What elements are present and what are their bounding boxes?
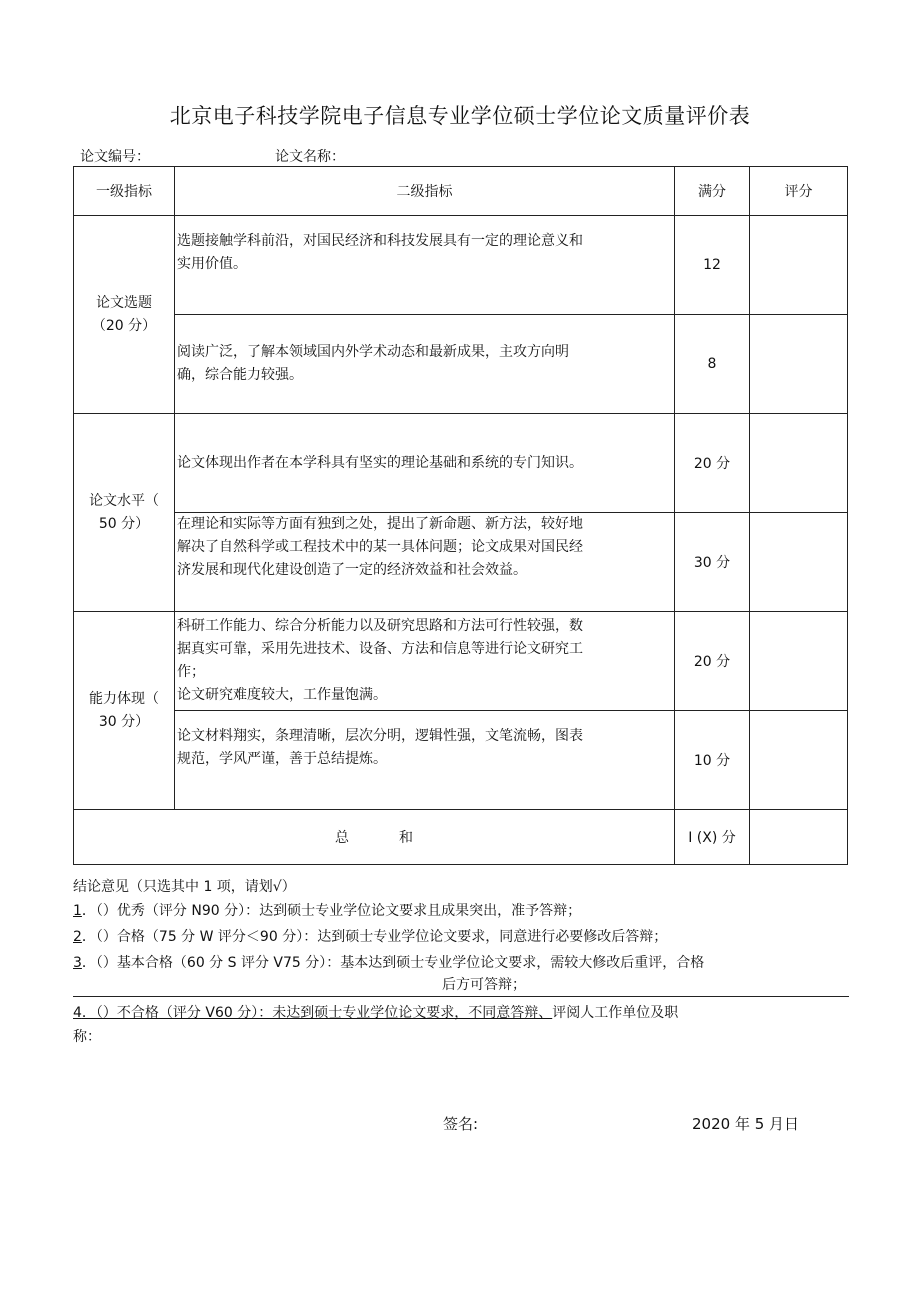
criterion-cell xyxy=(175,315,675,414)
conclusion-heading: 结论意见（只选其中 1 项，请划√） xyxy=(73,879,296,895)
divider-line xyxy=(73,996,849,997)
table-row xyxy=(74,711,848,810)
criterion-cell xyxy=(175,711,675,810)
total-label-b: 和 xyxy=(399,830,413,846)
criterion-text: 论文材料翔实，条理清晰，层次分明，逻辑性强，文笔流畅，图表 规范，学风严谨，善于总结提炼。 xyxy=(177,728,583,767)
score-input-cell[interactable] xyxy=(750,216,848,315)
criterion-text: 论文体现出作者在本学科具有坚实的理论基础和系统的专门知识。 xyxy=(177,454,583,471)
table-row xyxy=(74,612,848,711)
category-name: 论文水平（ xyxy=(89,492,159,509)
category-points: 30 分） xyxy=(98,713,150,730)
header-full-score: 满分 xyxy=(675,167,750,216)
conclusion-option[interactable] xyxy=(73,900,853,923)
page-title: 北京电子科技学院电子信息专业学位硕士学位论文质量评价表 xyxy=(169,104,751,128)
criterion-cell xyxy=(175,513,675,612)
full-score-cell: 20 分 xyxy=(675,414,750,513)
option-continuation: 后方可答辩； xyxy=(442,977,526,993)
thesis-no-label: 论文编号： xyxy=(80,149,150,165)
conclusion-option[interactable] xyxy=(73,926,853,949)
full-score-cell: 10 分 xyxy=(675,711,750,810)
full-score-cell: 20 分 xyxy=(675,612,750,711)
option-text: ．（）不合格（评分 V60 分）：未达到硕士专业学位论文要求，不同意答辩、 xyxy=(81,1005,553,1021)
criterion-cell xyxy=(175,216,675,315)
score-input-cell[interactable] xyxy=(750,711,848,810)
full-score-cell: 30 分 xyxy=(675,513,750,612)
table-row xyxy=(74,315,848,414)
full-score-cell: 8 xyxy=(675,315,750,414)
total-label-a: 总 xyxy=(335,830,349,846)
table-row xyxy=(74,513,848,612)
category-name: 论文选题 xyxy=(96,294,152,311)
category-name: 能力体现（ xyxy=(89,690,159,707)
score-input-cell[interactable] xyxy=(750,513,848,612)
evaluation-table xyxy=(73,166,848,865)
full-score-cell: 12 xyxy=(675,216,750,315)
option-number: 2 xyxy=(73,929,82,945)
criterion-text: 选题接触学科前沿，对国民经济和科技发展具有一定的理论意义和 实用价值。 xyxy=(177,233,583,272)
table-row xyxy=(74,216,848,315)
category-points: 50 分） xyxy=(98,515,150,532)
header-score: 评分 xyxy=(750,167,848,216)
header-level1: 一级指标 xyxy=(74,167,175,216)
score-input-cell[interactable] xyxy=(750,612,848,711)
option-text: ．（）合格（75 分 W 评分＜90 分）：达到硕士专业学位论文要求，同意进行必要修改后答辩； xyxy=(81,929,668,945)
reviewer-affiliation-label: 评阅人工作单位及职 xyxy=(552,1005,679,1021)
category-cell xyxy=(74,216,175,414)
criterion-text: 科研工作能力、综合分析能力以及研究思路和方法可行性较强，数 据真实可靠，采用先进技术、设备、方法和信息等进行论文研究工 作； 论文研究难度较大，工作量饱满。 xyxy=(177,618,583,703)
signature-label: 签名: xyxy=(443,1115,479,1133)
category-cell xyxy=(74,612,175,810)
category-cell xyxy=(74,414,175,612)
conclusion-option[interactable] xyxy=(73,952,853,975)
category-points: （20 分） xyxy=(91,317,157,334)
option-text: ．（）优秀（评分 N90 分）：达到硕士专业学位论文要求且成果突出，准予答辩； xyxy=(81,903,582,919)
criterion-cell xyxy=(175,414,675,513)
thesis-name-label: 论文名称： xyxy=(275,149,345,165)
table-row xyxy=(74,414,848,513)
header-level2: 二级指标 xyxy=(175,167,675,216)
signature-date: 2020 年 5 月日 xyxy=(692,1115,800,1133)
option-text: ．（）基本合格（60 分 S 评分 V75 分）：基本达到硕士专业学位论文要求，需较大修改后重评，合格 xyxy=(81,955,705,971)
score-input-cell[interactable] xyxy=(750,315,848,414)
table-header-row xyxy=(74,167,848,216)
option-number: 4 xyxy=(73,1005,82,1021)
total-score-input-cell[interactable] xyxy=(750,810,848,865)
score-input-cell[interactable] xyxy=(750,414,848,513)
criterion-text: 在理论和实际等方面有独到之处，提出了新命题、新方法，较好地 解决了自然科学或工程技术中的某一具体问题；论文成果对国民经 济发展和现代化建设创造了一定的经济效益和社会效益。 xyxy=(177,515,583,578)
total-label-cell xyxy=(74,810,675,865)
criterion-cell xyxy=(175,612,675,711)
option-continuation: 称： xyxy=(73,1029,101,1045)
option-number: 1 xyxy=(73,903,82,919)
criterion-text: 阅读广泛，了解本领域国内外学术动态和最新成果，主攻方向明 确，综合能力较强。 xyxy=(177,344,569,383)
total-row xyxy=(74,810,848,865)
option-number: 3 xyxy=(73,955,82,971)
conclusion-option[interactable] xyxy=(73,1002,853,1025)
total-full-score: I (X) 分 xyxy=(675,810,750,865)
